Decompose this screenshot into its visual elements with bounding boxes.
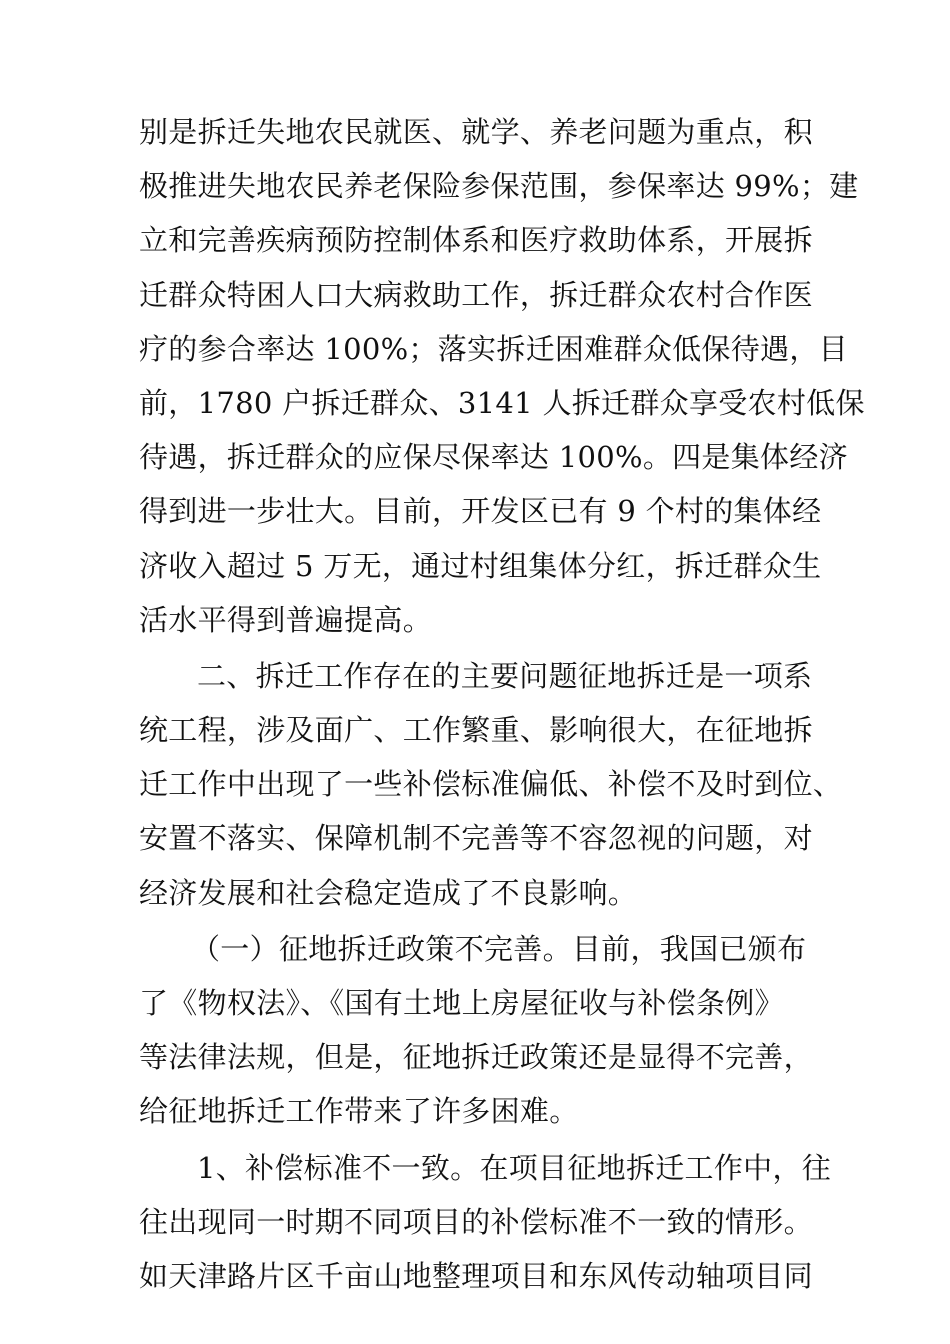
- text-line: 活水平得到普遍提高。: [139, 602, 433, 637]
- text-line: 待遇，拆迁群众的应保尽保率达 100%。四是集体经济: [139, 440, 848, 475]
- text-line: （一）征地拆迁政策不完善。目前，我国已颁布: [191, 931, 807, 966]
- text-line: 经济发展和社会稳定造成了不良影响。: [139, 875, 638, 910]
- text-line: 别是拆迁失地农民就医、就学、养老问题为重点，积: [139, 115, 813, 149]
- document-body: [139, 105, 865, 1303]
- text-line: 二、拆迁工作存在的主要问题征地拆迁是一项系: [197, 658, 813, 693]
- paragraph-4: [139, 1141, 832, 1304]
- text-line: 得到进一步壮大。目前，开发区已有 9 个村的集体经: [139, 494, 822, 529]
- text-line: 了《物权法》、《国有土地上房屋征收与补偿条例》: [139, 986, 784, 1020]
- paragraph-2: [139, 649, 843, 920]
- text-line: 迁工作中出现了一些补偿标准偏低、补偿不及时到位、: [139, 767, 843, 802]
- text-line: 立和完善疾病预防控制体系和医疗救助体系，开展拆: [139, 223, 813, 258]
- text-line: 安置不落实、保障机制不完善等不容忽视的问题，对: [139, 821, 813, 856]
- paragraph-1: [139, 105, 865, 647]
- text-line: 济收入超过 5 万无，通过村组集体分红，拆迁群众生: [139, 548, 822, 583]
- text-line: 统工程，涉及面广、工作繁重、影响很大，在征地拆: [139, 713, 813, 748]
- text-line: 给征地拆迁工作带来了许多困难。: [139, 1094, 579, 1129]
- text-line: 极推进失地农民养老保险参保范围，参保率达 99%；建: [139, 169, 859, 204]
- text-line: 如天津路片区千亩山地整理项目和东风传动轴项目同: [139, 1258, 813, 1293]
- text-line: 往出现同一时期不同项目的补偿标准不一致的情形。: [139, 1204, 813, 1239]
- text-line: 疗的参合率达 100%；落实拆迁困难群众低保待遇，目: [139, 331, 848, 366]
- paragraph-3: [139, 922, 829, 1139]
- text-line: 迁群众特困人口大病救助工作，拆迁群众农村合作医: [139, 277, 813, 312]
- text-line: 前，1780 户拆迁群众、3141 人拆迁群众享受农村低保: [139, 385, 865, 420]
- text-line: 等法律法规，但是，征地拆迁政策还是显得不完善，: [139, 1040, 813, 1075]
- text-line: 1、补偿标准不一致。在项目征地拆迁工作中，往: [197, 1150, 832, 1185]
